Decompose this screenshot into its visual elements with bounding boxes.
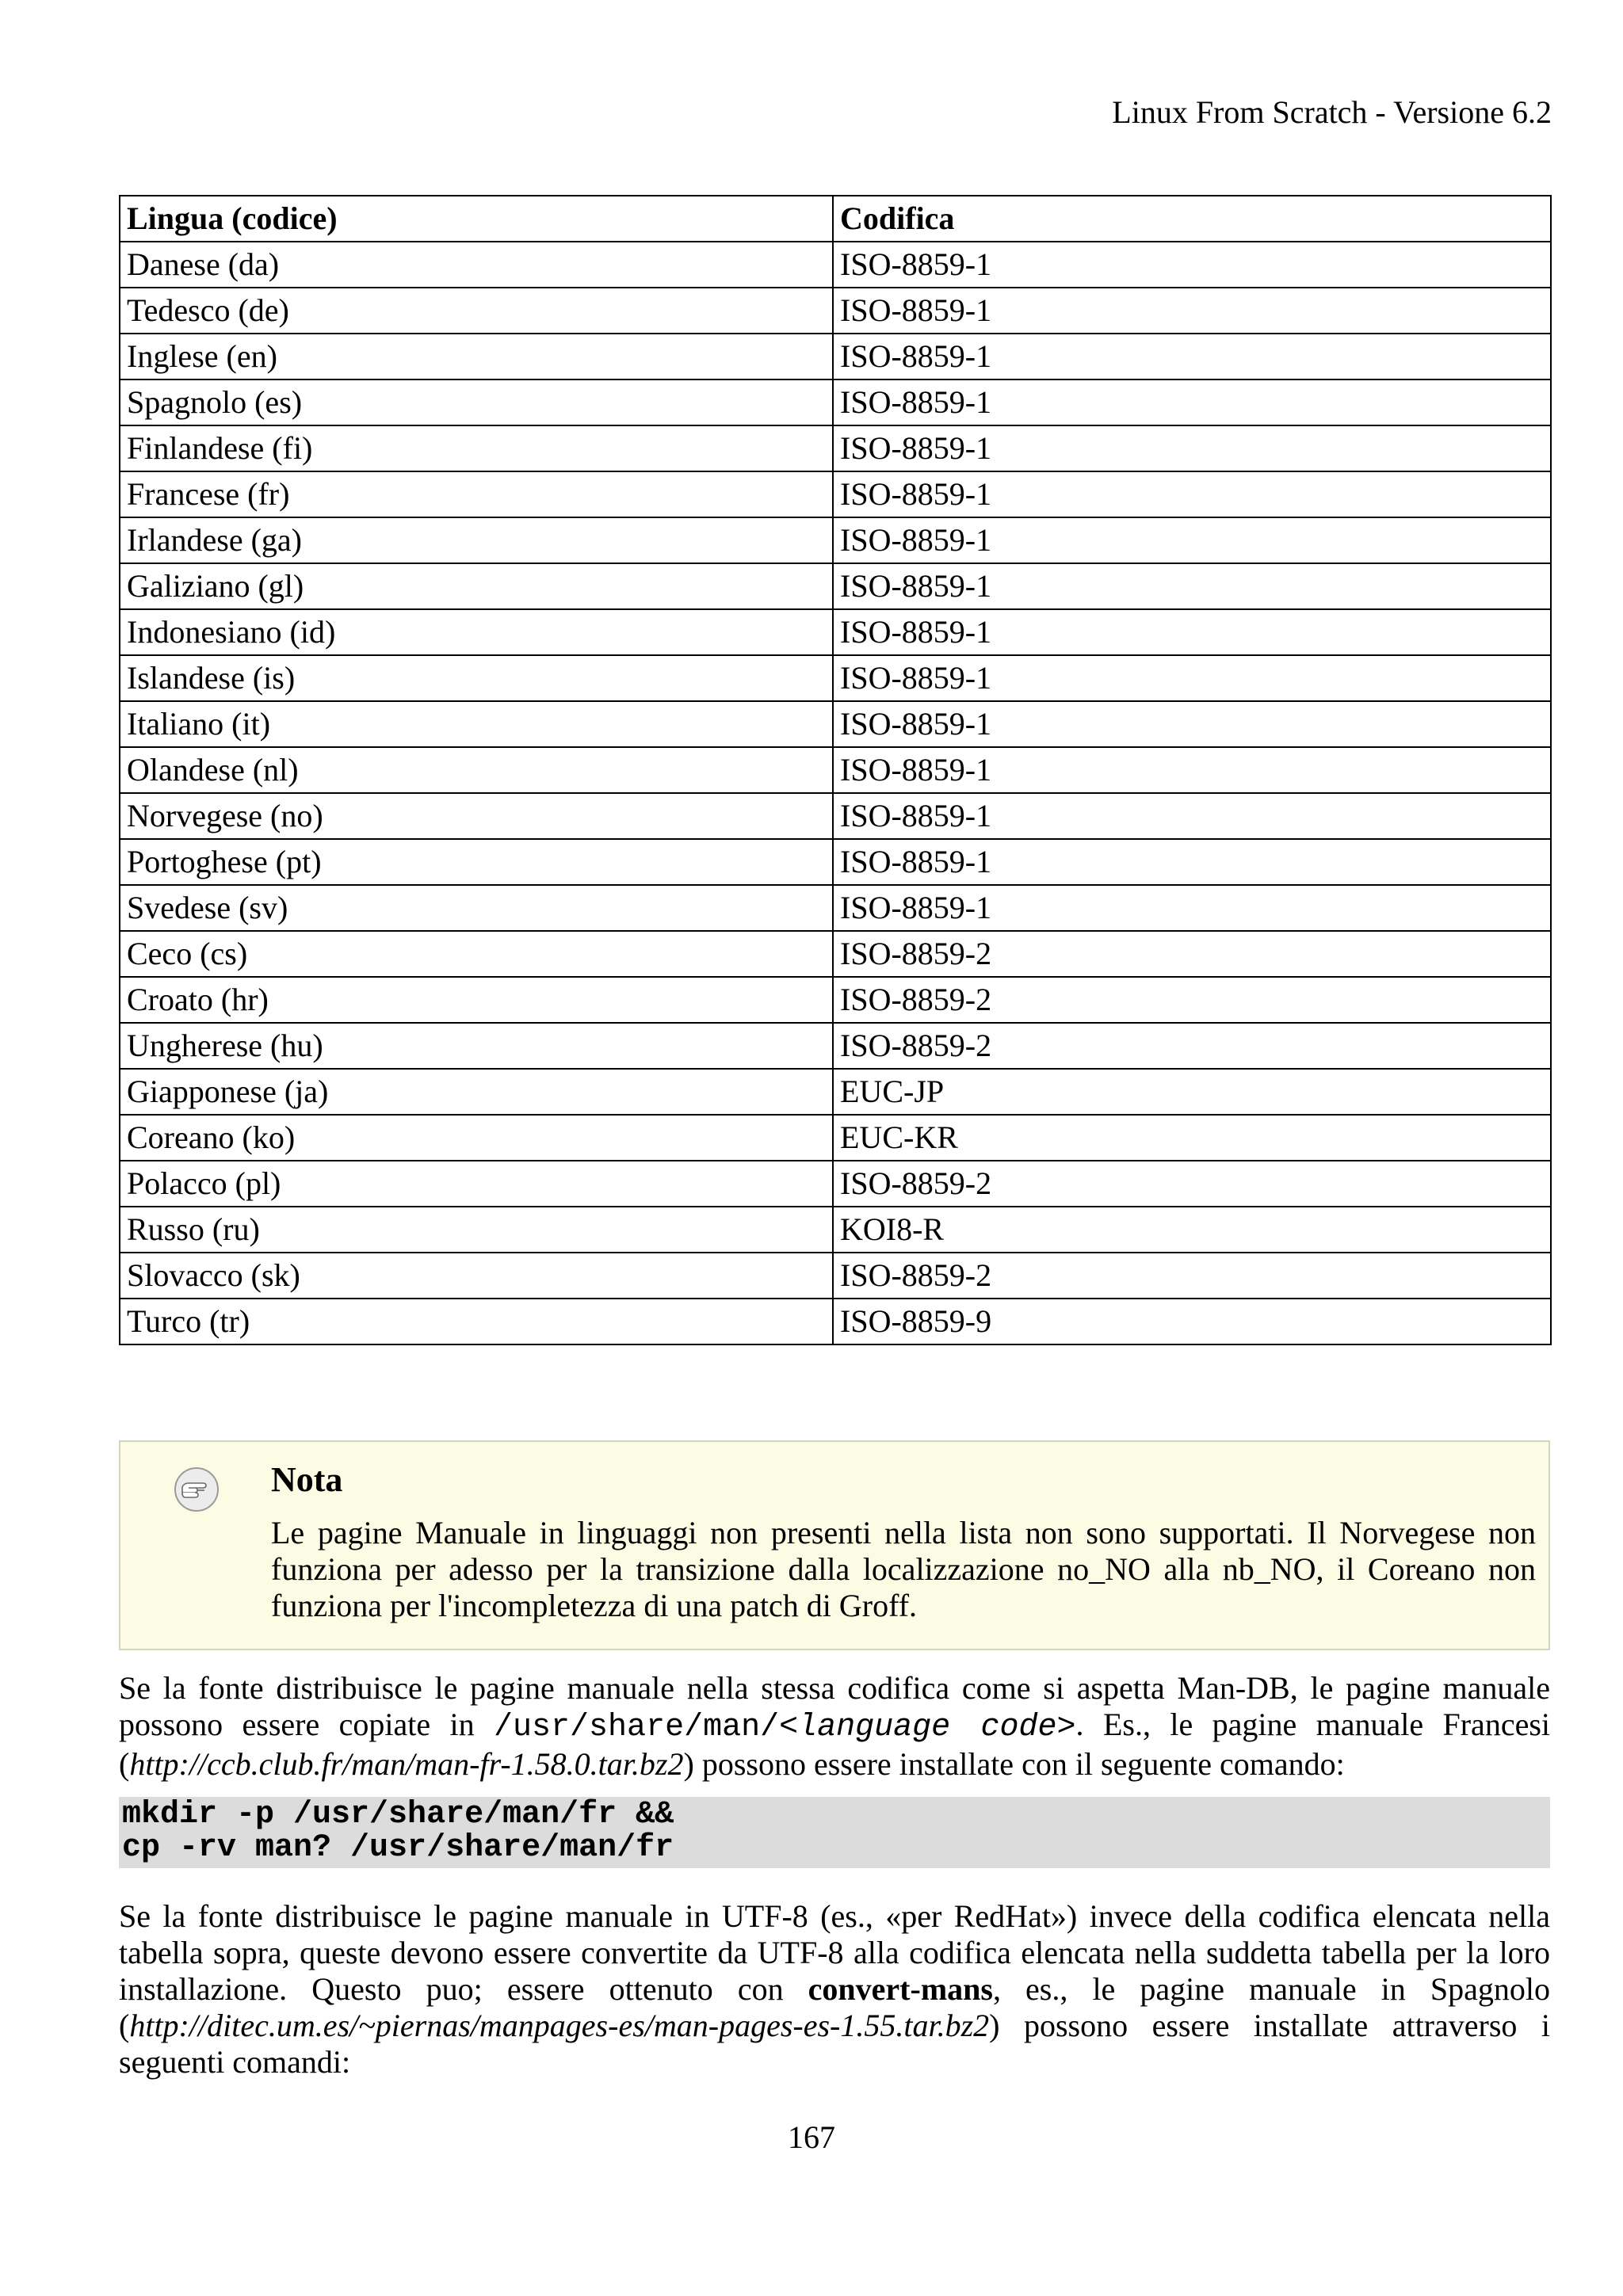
table-row xyxy=(120,839,1551,885)
inline-code-placeholder: <language code> xyxy=(779,1710,1076,1745)
table-row xyxy=(120,1299,1551,1344)
note-box xyxy=(119,1440,1550,1650)
cell-encoding: ISO-8859-1 xyxy=(833,701,1551,747)
inline-code-path: /usr/share/man/<language code> xyxy=(494,1710,1076,1745)
paragraph-text: Se la fonte distribuisce le pagine manuale nella stessa codifica come si aspetta Man-DB, le pagine manuale possono essere copiate in xyxy=(119,1670,1550,1742)
cell-encoding: ISO-8859-2 xyxy=(833,931,1551,977)
cell-encoding: KOI8-R xyxy=(833,1207,1551,1253)
table-row xyxy=(120,1023,1551,1069)
note-title: Nota xyxy=(271,1460,343,1499)
cell-encoding: ISO-8859-2 xyxy=(833,977,1551,1023)
cell-encoding: ISO-8859-1 xyxy=(833,425,1551,471)
table-header-row xyxy=(120,196,1551,242)
cell-encoding: ISO-8859-2 xyxy=(833,1023,1551,1069)
cell-encoding: ISO-8859-1 xyxy=(833,609,1551,655)
table-row xyxy=(120,471,1551,517)
command-name: convert-mans xyxy=(808,1971,993,2007)
cell-language: Francese (fr) xyxy=(120,471,833,517)
cell-language: Giapponese (ja) xyxy=(120,1069,833,1115)
page-header-title: Linux From Scratch - Versione 6.2 xyxy=(1112,94,1552,130)
cell-language: Ceco (cs) xyxy=(120,931,833,977)
cell-language: Olandese (nl) xyxy=(120,747,833,793)
cell-language: Coreano (ko) xyxy=(120,1115,833,1161)
table-row xyxy=(120,288,1551,334)
cell-language: Danese (da) xyxy=(120,242,833,288)
cell-language: Svedese (sv) xyxy=(120,885,833,931)
table-row xyxy=(120,1161,1551,1207)
cell-encoding: EUC-JP xyxy=(833,1069,1551,1115)
page-number: 167 xyxy=(788,2119,835,2155)
paragraph-text: ) possono essere installate con il seguente comando: xyxy=(683,1746,1345,1782)
cell-language: Italiano (it) xyxy=(120,701,833,747)
code-line: mkdir -p /usr/share/man/fr && xyxy=(122,1797,674,1833)
table-body xyxy=(120,242,1551,1344)
cell-encoding: ISO-8859-2 xyxy=(833,1161,1551,1207)
table-row xyxy=(120,885,1551,931)
cell-encoding: EUC-KR xyxy=(833,1115,1551,1161)
column-header-encoding: Codifica xyxy=(833,196,1551,242)
cell-language: Finlandese (fi) xyxy=(120,425,833,471)
cell-encoding: ISO-8859-1 xyxy=(833,517,1551,563)
table-row xyxy=(120,242,1551,288)
paragraph-text: . Es., le pagine manuale Francesi ( xyxy=(119,1707,1551,1782)
code-line: cp -rv man? /usr/share/man/fr xyxy=(122,1830,674,1866)
column-header-language: Lingua (codice) xyxy=(120,196,833,242)
cell-language: Islandese (is) xyxy=(120,655,833,701)
cell-language: Polacco (pl) xyxy=(120,1161,833,1207)
paragraph-utf8-instructions xyxy=(119,1898,1550,2081)
spanish-manpages-url: http://ditec.um.es/~piernas/manpages-es/man-pages-es-1.55.tar.bz2 xyxy=(129,2008,990,2043)
cell-language: Galiziano (gl) xyxy=(120,563,833,609)
table-row xyxy=(120,1069,1551,1115)
cell-encoding: ISO-8859-1 xyxy=(833,747,1551,793)
table-row xyxy=(120,701,1551,747)
cell-encoding: ISO-8859-1 xyxy=(833,288,1551,334)
table-row xyxy=(120,931,1551,977)
cell-encoding: ISO-8859-1 xyxy=(833,793,1551,839)
note-text: Le pagine Manuale in linguaggi non presenti nella lista non sono supportati. Il Norvegese non funziona per adesso per la transizione dalla localizzazione no_NO alla nb_NO, il Coreano non funziona per l'incompletezza di una patch di Groff. xyxy=(271,1515,1536,1623)
table-row xyxy=(120,655,1551,701)
cell-language: Ungherese (hu) xyxy=(120,1023,833,1069)
language-encoding-table xyxy=(119,195,1552,1345)
cell-language: Croato (hr) xyxy=(120,977,833,1023)
table-row xyxy=(120,1207,1551,1253)
paragraph-text: Se la fonte distribuisce le pagine manuale in UTF-8 (es., «per RedHat») invece della codifica elencata nella tabella sopra, queste devono essere convertite da UTF-8 alla codifica elencata nella suddetta tabella per la loro installazione. Questo puo; essere ottenuto con xyxy=(119,1898,1550,2007)
cell-language: Inglese (en) xyxy=(120,334,833,379)
table-row xyxy=(120,563,1551,609)
paragraph-copy-instructions xyxy=(119,1670,1550,1783)
cell-language: Indonesiano (id) xyxy=(120,609,833,655)
cell-encoding: ISO-8859-9 xyxy=(833,1299,1551,1344)
cell-language: Slovacco (sk) xyxy=(120,1253,833,1299)
table-row xyxy=(120,425,1551,471)
cell-encoding: ISO-8859-1 xyxy=(833,334,1551,379)
paragraph-text: , es., le pagine manuale in Spagnolo ( xyxy=(119,1971,1550,2043)
cell-language: Portoghese (pt) xyxy=(120,839,833,885)
cell-encoding: ISO-8859-1 xyxy=(833,885,1551,931)
cell-encoding: ISO-8859-1 xyxy=(833,839,1551,885)
table-row xyxy=(120,334,1551,379)
cell-encoding: ISO-8859-1 xyxy=(833,563,1551,609)
paragraph-text: ) possono essere installate attraverso i seguenti comandi: xyxy=(119,2008,1550,2080)
cell-encoding: ISO-8859-2 xyxy=(833,1253,1551,1299)
cell-language: Irlandese (ga) xyxy=(120,517,833,563)
table-row xyxy=(120,977,1551,1023)
cell-language: Turco (tr) xyxy=(120,1299,833,1344)
table-row xyxy=(120,793,1551,839)
cell-language: Spagnolo (es) xyxy=(120,379,833,425)
cell-language: Russo (ru) xyxy=(120,1207,833,1253)
pointing-hand-note-icon xyxy=(173,1466,220,1513)
cell-language: Tedesco (de) xyxy=(120,288,833,334)
table-row xyxy=(120,1115,1551,1161)
cell-encoding: ISO-8859-1 xyxy=(833,242,1551,288)
cell-encoding: ISO-8859-1 xyxy=(833,379,1551,425)
table-row xyxy=(120,747,1551,793)
code-block xyxy=(119,1797,1550,1868)
table-row xyxy=(120,517,1551,563)
cell-encoding: ISO-8859-1 xyxy=(833,471,1551,517)
cell-encoding: ISO-8859-1 xyxy=(833,655,1551,701)
table-row xyxy=(120,1253,1551,1299)
cell-language: Norvegese (no) xyxy=(120,793,833,839)
table-row xyxy=(120,379,1551,425)
french-manpages-url: http://ccb.club.fr/man/man-fr-1.58.0.tar.bz2 xyxy=(129,1746,684,1782)
table-row xyxy=(120,609,1551,655)
